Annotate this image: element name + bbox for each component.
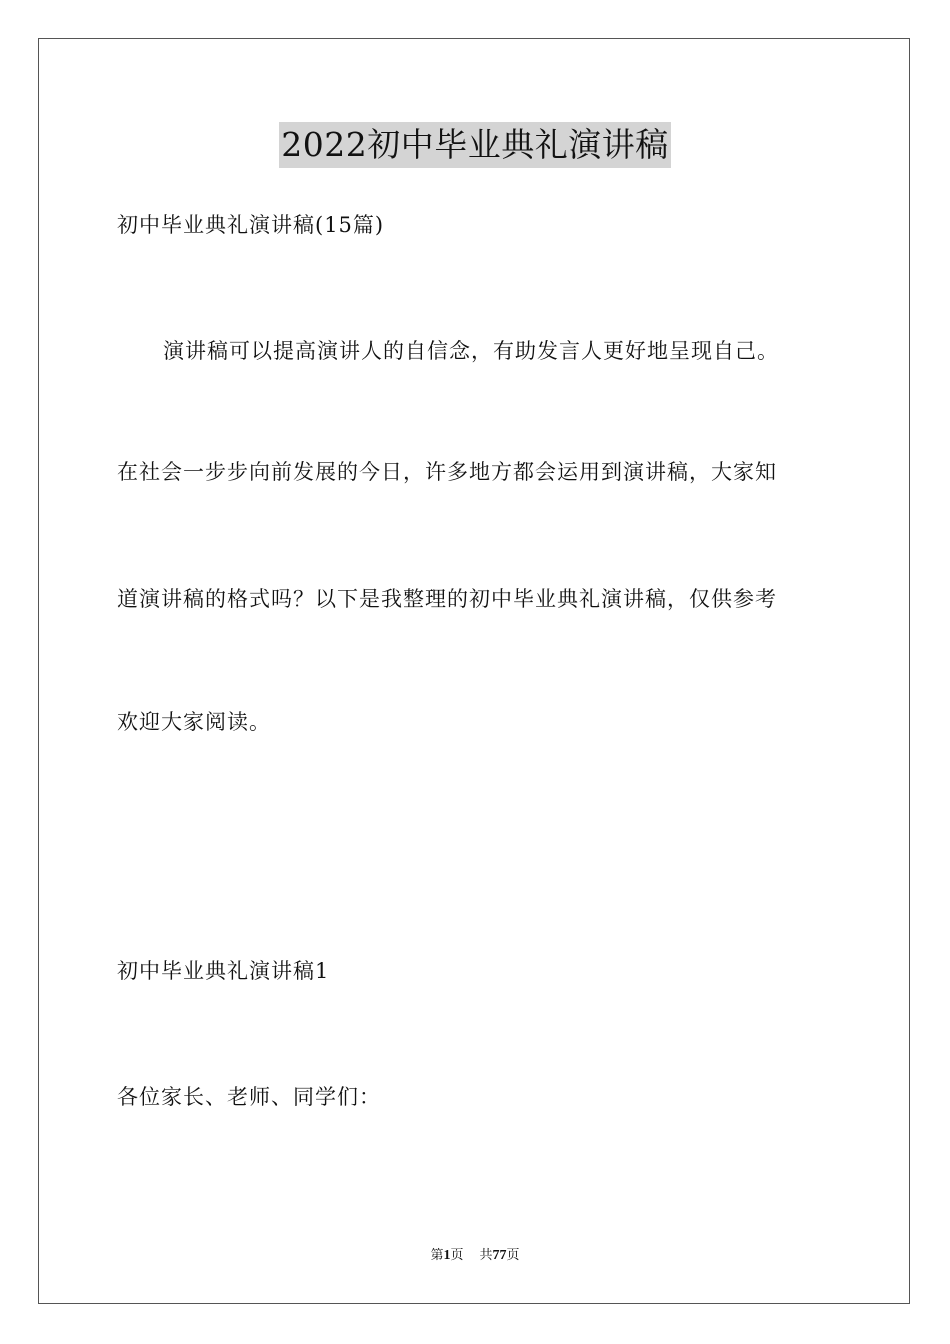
intro-line-4: 欢迎大家阅读。 (117, 710, 271, 734)
intro-line-3: 道演讲稿的格式吗？以下是我整理的初中毕业典礼演讲稿，仅供参考 (117, 587, 777, 611)
intro-line-2: 在社会一步步向前发展的今日，许多地方都会运用到演讲稿，大家知 (117, 460, 777, 484)
document-title: 2022初中毕业典礼演讲稿 (279, 122, 670, 168)
page-prefix: 第 (430, 1248, 444, 1263)
total-prefix: 共 (479, 1248, 493, 1263)
page-suffix: 页 (450, 1248, 464, 1263)
total-pages: 77 (492, 1248, 507, 1263)
intro-line-1: 演讲稿可以提高演讲人的自信念，有助发言人更好地呈现自己。 (163, 339, 779, 363)
title-container (0, 122, 950, 168)
total-suffix: 页 (506, 1248, 520, 1263)
page-footer (0, 1247, 950, 1265)
document-subtitle: 初中毕业典礼演讲稿(15篇) (117, 213, 385, 237)
salutation: 各位家长、老师、同学们： (117, 1085, 381, 1109)
section-heading: 初中毕业典礼演讲稿1 (117, 959, 330, 983)
page-number: 1 (443, 1248, 451, 1263)
